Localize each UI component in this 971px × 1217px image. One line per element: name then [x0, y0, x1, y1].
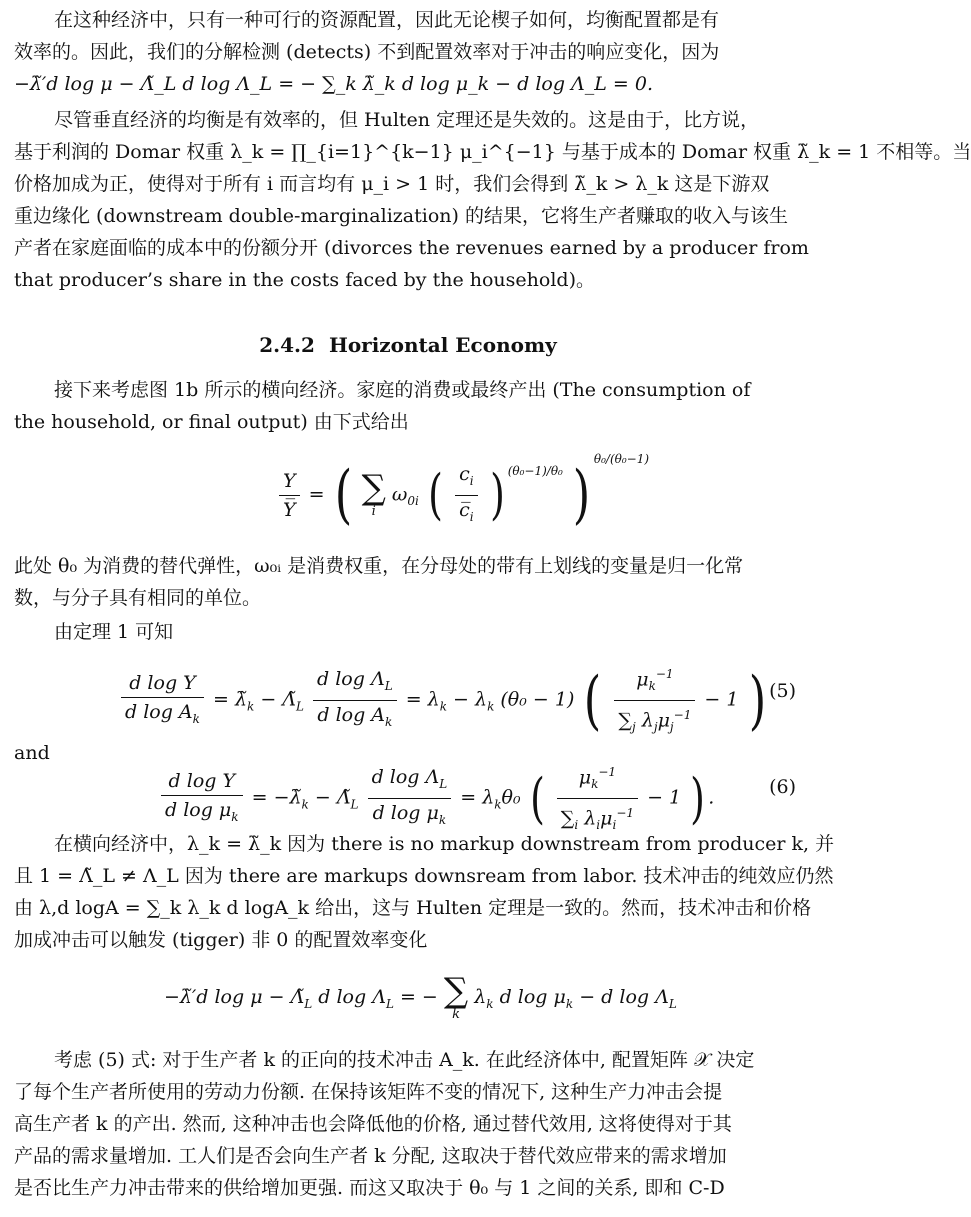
paragraph-efficiency: [14, 4, 802, 100]
lambda-symbol: λ: [584, 807, 597, 830]
lambda-symbol: λ: [641, 709, 654, 732]
denominator: Y̅: [283, 498, 296, 521]
text-line: 效率的。因此，我们的分解检测 (detects) 不到配置效率对于冲击的响应变化，因为: [14, 41, 720, 63]
mu-superscript: −1: [655, 667, 674, 681]
text-line: 尽管垂直经济的均衡是有效率的，但 Hulten 定理还是失效的。这是由于，比方说，: [54, 109, 760, 131]
term-theta: (θ₀ − 1): [500, 688, 575, 711]
term-Lambda-tilde: − Λ̃: [260, 688, 297, 711]
sum-symbol: ∑: [443, 971, 469, 1011]
and-label: and: [14, 742, 50, 764]
term-lambda: = λ: [405, 688, 440, 711]
num-subscript: L: [384, 679, 393, 694]
text-line: 由定理 1 可知: [54, 621, 174, 643]
paragraph-horizontal-markups: [14, 828, 835, 956]
den-subscript: k: [385, 714, 393, 729]
mu-symbol: μ: [657, 709, 670, 732]
subscript: k: [439, 699, 447, 714]
equation-6: [158, 760, 714, 837]
fraction-y-ybar: [279, 469, 300, 522]
sum-symbol: ∑: [361, 468, 386, 509]
equation-number-6: (6): [769, 776, 796, 798]
c-subscript: i: [469, 473, 474, 488]
section-title: Horizontal Economy: [328, 333, 557, 357]
den-text: d log μ: [165, 798, 232, 821]
term-lambda-tilde: = λ̃: [212, 688, 247, 711]
text-line: the household, or final output) 由下式给出: [14, 411, 409, 433]
equals-sign: =: [308, 483, 325, 506]
text-line: 是否比生产力冲击带来的供给增加更强. 而这又取决于 θ₀ 与 1 之间的关系, 即和 C-D: [14, 1177, 725, 1199]
section-number: 2.4.2: [259, 333, 315, 357]
mu-superscript: −1: [673, 708, 692, 723]
paragraph-tech-shock: [14, 1044, 802, 1204]
mu-symbol: μ: [636, 668, 649, 691]
subscript: k: [247, 699, 255, 714]
weight-symbol: ω: [391, 483, 408, 506]
den-text: d log μ: [372, 802, 439, 825]
mid-term: d log Λ: [318, 986, 386, 1008]
den-text: d log A: [317, 704, 386, 727]
numerator: [455, 462, 478, 496]
weight-subscript: 0i: [407, 494, 419, 509]
text-line: 在横向经济中，λ_k = λ̃_k 因为 there is no markup downstream from producer k, 并: [54, 833, 835, 855]
term-lambda: = λ: [460, 786, 495, 809]
num-subscript: L: [439, 777, 448, 792]
text-line: 考虑 (5) 式: 对于生产者 k 的正向的技术冲击 A_k. 在此经济体中, 配置矩阵 𝒳 决定: [54, 1049, 755, 1071]
equation-allocative-efficiency: [164, 971, 677, 1022]
fraction-dlogY-dlogmu: [161, 769, 243, 829]
text-line: 产品的需求量增加. 工人们是否会向生产者 k 分配, 这取决于替代效应带来的需求增加: [14, 1145, 727, 1167]
mu-subscript: i: [612, 818, 617, 833]
den-subscript: k: [438, 812, 447, 827]
sum-index: k: [452, 1007, 460, 1022]
subscript: L: [350, 797, 359, 812]
text-line: 数，与分子具有相同的单位。: [14, 587, 262, 609]
mu-superscript: −1: [598, 765, 617, 779]
dlogmu-term: d log μ: [499, 986, 566, 1008]
sum-symbol: ∑: [560, 807, 575, 830]
right-paren: ): [748, 663, 766, 738]
denominator: [161, 796, 243, 829]
text-line: 价格加成为正，使得对于所有 i 而言均有 μ_i > 1 时，我们会得到 λ̃_k > λ_k 这是下游双: [14, 173, 770, 195]
sum-index: i: [371, 504, 376, 520]
inner-left-paren: (: [428, 463, 443, 527]
denominator: [121, 698, 204, 731]
denominator: [368, 799, 452, 832]
text-line: 接下来考虑图 1b 所示的横向经济。家庭的消费或最终产出 (The consumption of: [54, 379, 751, 401]
cbar-symbol: c̅: [459, 498, 470, 521]
text-line: 了每个生产者所使用的劳动力份额. 在保持该矩阵不变的情况下, 这种生产力冲击会提: [14, 1081, 723, 1103]
period: .: [708, 786, 715, 809]
term-lambda: − λ: [453, 688, 488, 711]
lambda-subscript: i: [596, 818, 601, 833]
cbar-subscript: i: [469, 509, 474, 524]
text-line: 此处 θ₀ 为消费的替代弹性，ω₀ᵢ 是消费权重，在分母处的带有上划线的变量是归一化常: [14, 555, 744, 577]
subscript: L: [668, 996, 677, 1011]
subscript: L: [296, 699, 304, 714]
fraction-mu: [614, 662, 695, 739]
sum-index: j: [632, 720, 636, 735]
denominator: [313, 701, 397, 734]
text-line: 产者在家庭面临的成本中的份额分开 (divorces the revenues earned by a producer from: [14, 237, 809, 259]
minus-one: − 1: [647, 786, 682, 809]
sum-symbol: ∑: [618, 709, 632, 732]
text-line: 且 1 = Λ̃_L ≠ Λ_L 因为 there are markups downsream from labor. 技术冲击的纯效应仍然: [14, 865, 834, 887]
numerator: d log Y: [121, 671, 204, 698]
summation: [361, 468, 386, 520]
numerator: Y: [279, 469, 300, 496]
summation: [443, 971, 469, 1022]
fraction-dlogLambda-dlogmu: [368, 765, 452, 832]
mu-subscript: k: [648, 679, 656, 694]
lambda-subscript: j: [653, 720, 658, 735]
numerator: [368, 765, 452, 799]
fraction-c: [455, 462, 478, 529]
paragraph-definitions: [14, 550, 802, 614]
term-Lambda-tilde: − Λ̃: [314, 786, 351, 809]
mu-symbol: μ: [600, 807, 613, 830]
text-line: 由 λ,d logA = ∑_k λ_k d logA_k 给出，这与 Hulten 定理是一致的。然而，技术冲击和价格: [14, 897, 812, 919]
den-subscript: k: [231, 809, 239, 824]
denominator: [455, 496, 478, 529]
left-paren: (: [584, 663, 602, 738]
den-text: d log A: [125, 700, 193, 723]
mu-subscript: k: [591, 777, 599, 792]
equals-minus: = −: [399, 986, 438, 1008]
fraction-mu: [557, 760, 638, 837]
subscript: k: [486, 996, 494, 1011]
left-paren: (: [529, 766, 545, 830]
equation-5: [118, 662, 769, 739]
subscript: L: [304, 996, 313, 1011]
mu-superscript: −1: [616, 806, 635, 821]
subscript: k: [565, 996, 574, 1011]
paragraph-theorem-ref: [14, 616, 802, 648]
mu-subscript: j: [669, 720, 674, 735]
text-line: 基于利润的 Domar 权重 λ_k = ∏_{i=1}^{k−1} μ_i^{−1} 与基于成本的 Domar 权重 λ̃_k = 1 不相等。当: [14, 141, 971, 163]
section-heading: [0, 330, 816, 360]
text-line: 加成冲击可以触发 (tigger) 非 0 的配置效率变化: [14, 929, 428, 951]
lambda-symbol: λ: [474, 986, 487, 1008]
mu-symbol: μ: [578, 766, 592, 789]
subscript: k: [301, 797, 309, 812]
numerator: [557, 760, 638, 799]
right-paren: ): [690, 766, 706, 830]
c-symbol: c: [459, 463, 470, 485]
paragraph-horizontal-intro: [14, 374, 802, 438]
paragraph-hulten-failure: [14, 104, 971, 296]
den-subscript: k: [192, 711, 200, 726]
numerator: [614, 662, 695, 701]
text-line: that producer’s share in the costs faced by the household)。: [14, 269, 595, 291]
num-text: d log Λ: [371, 766, 440, 789]
lhs-term: −λ̃′d log μ − Λ̃: [164, 986, 305, 1008]
fraction-dlogLambda-dlogA: [313, 667, 397, 734]
num-text: d log Λ: [317, 668, 385, 691]
left-paren: (: [334, 458, 352, 533]
text-line: 高生产者 k 的产出. 然而, 这种冲击也会降低他的价格, 通过替代效用, 这将使得对于其: [14, 1113, 732, 1135]
inline-equation-line: −λ̃′d log μ − Λ̃_L d log Λ_L = − ∑_k λ̃_k d log μ_k − d log Λ_L = 0.: [14, 73, 654, 95]
sum-index: i: [574, 818, 579, 833]
tail-term: − d log Λ: [579, 986, 669, 1008]
text-line: 在这种经济中，只有一种可行的资源配置，因此无论楔子如何，均衡配置都是有: [54, 9, 720, 31]
inner-right-paren: ): [489, 463, 505, 527]
term-lambda-tilde: = −λ̃: [251, 786, 302, 809]
numerator: [313, 667, 397, 701]
subscript: L: [385, 996, 394, 1011]
outer-exponent: θ₀/(θ₀−1): [593, 451, 650, 466]
numerator: d log Y: [161, 769, 243, 796]
right-paren: ): [572, 458, 591, 533]
subscript: k: [494, 797, 502, 812]
equation-number-5: (5): [769, 680, 796, 702]
term-theta: θ₀: [501, 786, 521, 809]
denominator: [614, 701, 695, 739]
subscript: k: [487, 699, 495, 714]
inner-exponent: (θ₀−1)/θ₀: [507, 463, 563, 478]
minus-one: − 1: [704, 688, 739, 711]
text-line: 重边缘化 (downstream double-marginalization) 的结果，它将生产者赚取的收入与该生: [14, 205, 788, 227]
fraction-dlogY-dlogA: [121, 671, 204, 731]
